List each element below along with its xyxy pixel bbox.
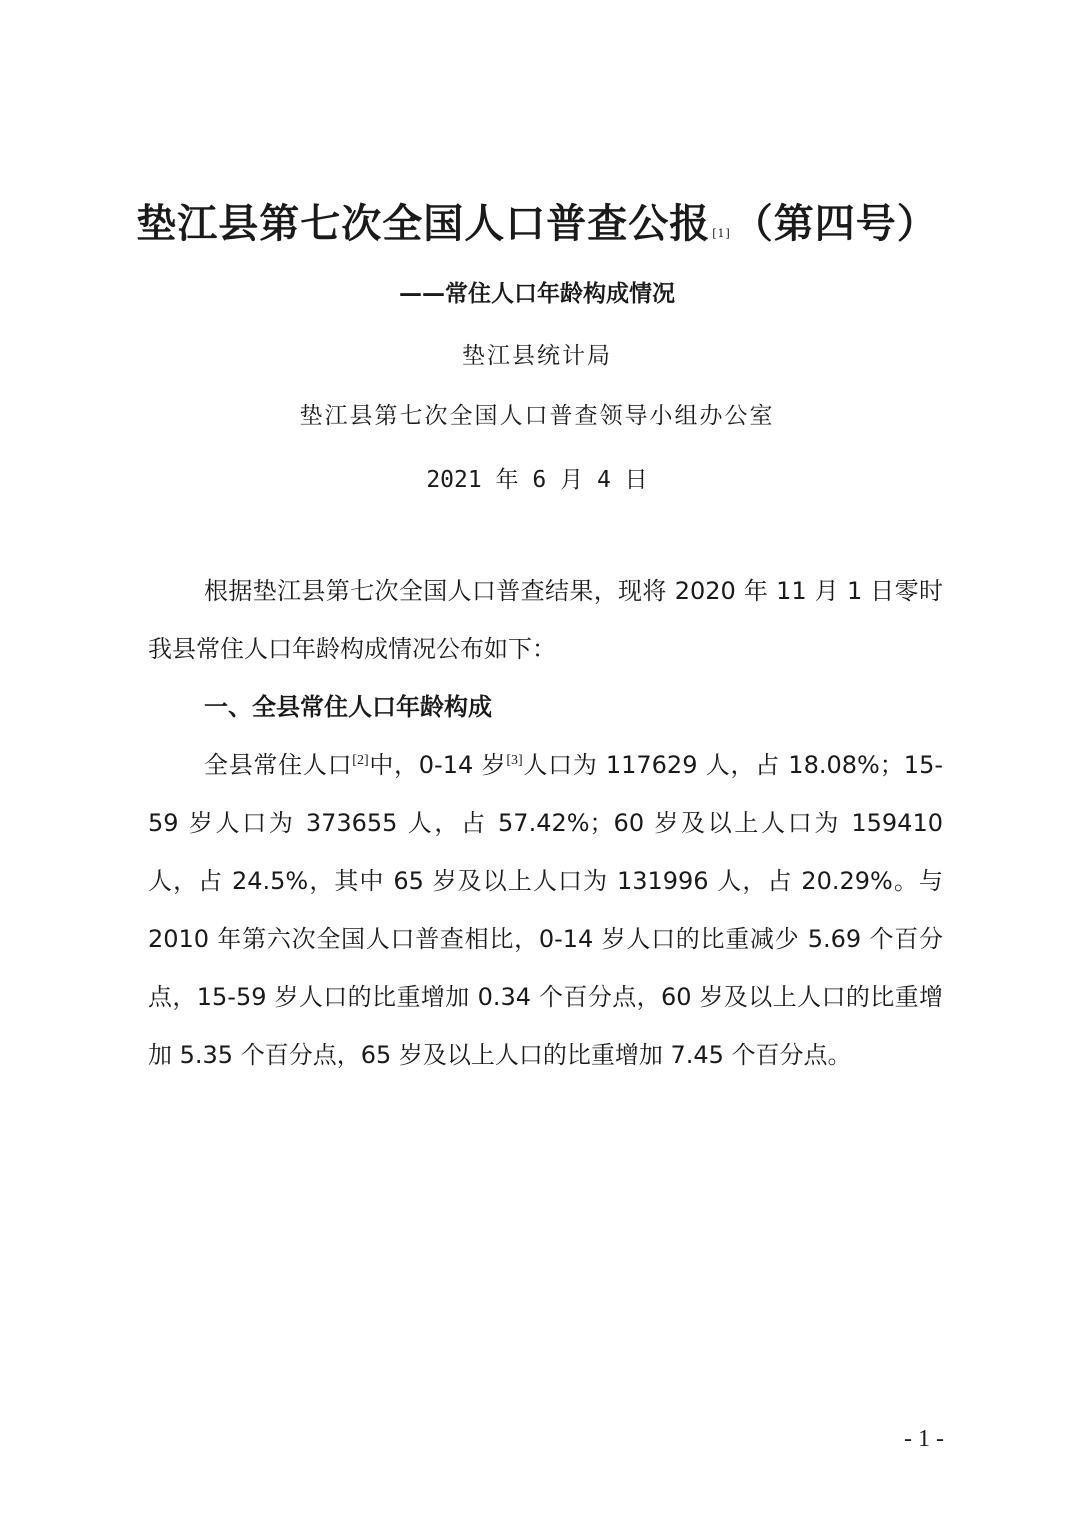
page-number: - 1 -: [904, 1426, 944, 1452]
document-title: [0, 196, 1074, 252]
document-subtitle: ——常住人口年龄构成情况: [399, 281, 675, 307]
intro-paragraph: 根据垫江县第七次全国人口普查结果，现将 2020 年 11 月 1 日零时我县常住人口年龄构成情况公布如下：: [148, 577, 943, 663]
paragraph-segment: 人口为 117629 人，占 18.08%；15-59 岁人口为 373655 人，占 57.42%；60 岁及以上人口为 159410 人，占 24.5%，其中 65 岁及以上人口为 131996 人，占 20.29%。与 2010 年第六次全国人口普查相比，0-14 岁人口的比重减少 5.69 个百分点，15-59 岁人口的比重增加 0.34 个百分点，60 岁及以上人口的比重增加 5.35 个百分点，65 岁及以上人口的比重增加 7.45 个百分点。: [148, 751, 944, 1069]
title-suffix: （第四号）: [732, 200, 938, 247]
paragraph-segment: 中，0-14 岁: [368, 751, 507, 779]
paragraph-segment: 全县常住人口: [204, 751, 353, 779]
issuer-census-office: 垫江县第七次全国人口普查领导小组办公室: [299, 403, 775, 429]
section-paragraph: [148, 736, 943, 1084]
section-heading: 一、全县常住人口年龄构成: [204, 693, 492, 721]
publication-date: 2021 年 6 月 4 日: [426, 467, 648, 493]
footnote-marker: [2]: [352, 753, 369, 768]
title-main: 垫江县第七次全国人口普查公报: [136, 200, 711, 247]
title-footnote-marker: [1]: [712, 227, 731, 240]
footnote-marker: [3]: [506, 753, 523, 768]
issuer-statistics-bureau: 垫江县统计局: [462, 343, 612, 369]
